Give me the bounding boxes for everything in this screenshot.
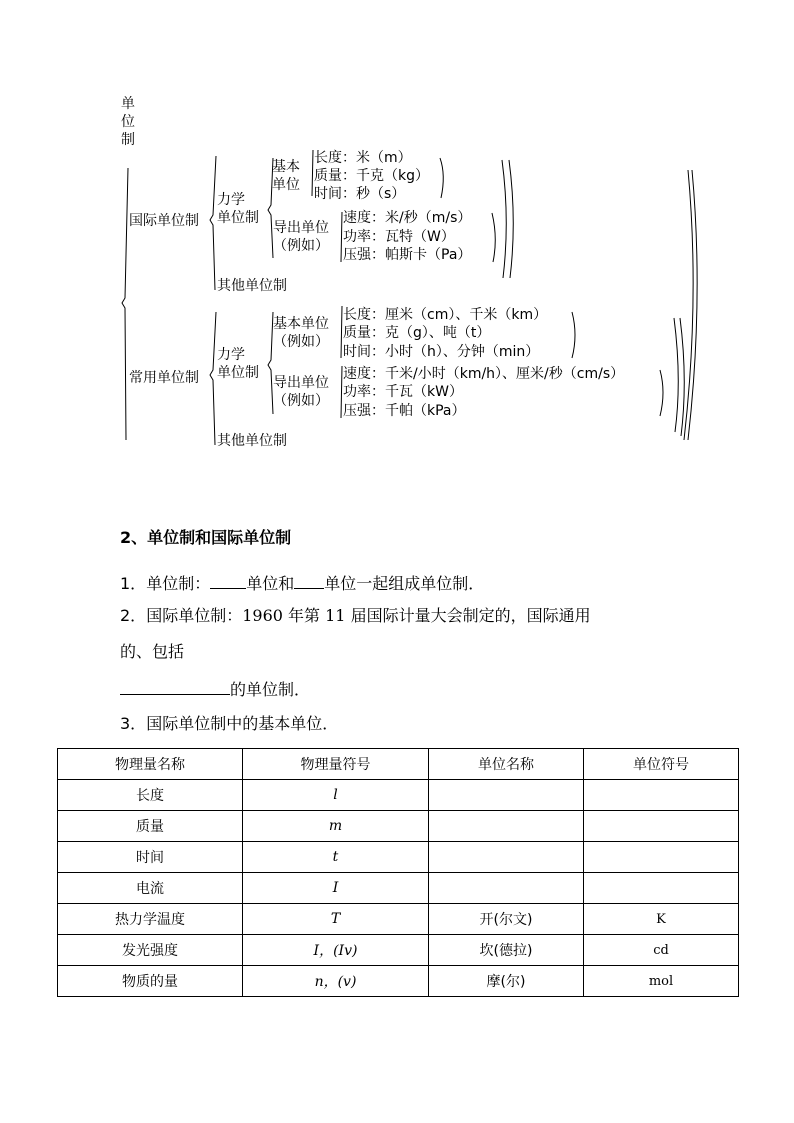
- item-1-text-c: 单位一起组成单位制．: [324, 574, 485, 593]
- section-heading: 2、单位制和国际单位制: [120, 528, 292, 547]
- table-cell-empty[interactable]: [429, 842, 584, 873]
- table-cell-empty[interactable]: [429, 873, 584, 904]
- table-cell-empty[interactable]: [584, 811, 739, 842]
- item-2-paragraph: [120, 605, 591, 627]
- table-row: [58, 780, 739, 811]
- intl-derived-label: 导出单位: [273, 220, 329, 236]
- item-2-text-e: 的单位制．: [230, 680, 311, 699]
- root-char: 制: [121, 132, 135, 148]
- table-cell-empty[interactable]: [429, 811, 584, 842]
- base-units-table: [57, 748, 739, 997]
- intl-basic-label-2: 单位: [272, 177, 300, 193]
- common-basic-item: 时间：小时（h）、分钟（min）: [343, 344, 540, 360]
- intl-basic-label: 基本: [272, 159, 300, 175]
- common-derived-item: 功率：千瓦（kW）: [343, 384, 463, 400]
- table-cell: I，(Iv): [243, 935, 429, 966]
- common-derived-label: 导出单位: [273, 375, 329, 391]
- common-derived-item: 速度：千米/小时（km/h）、厘米/秒（cm/s）: [343, 366, 625, 382]
- table-cell: K: [584, 904, 739, 935]
- table-cell-empty[interactable]: [584, 842, 739, 873]
- table-cell: 物质的量: [58, 966, 243, 997]
- table-header-row: [58, 749, 739, 780]
- common-mech-label-2: 单位制: [217, 365, 259, 381]
- common-other-label: 其他单位制: [217, 433, 287, 449]
- intl-other-label: 其他单位制: [217, 278, 287, 294]
- intl-derived-item: 功率：瓦特（W）: [343, 229, 455, 245]
- table-cell: T: [243, 904, 429, 935]
- item-1-paragraph: [120, 572, 484, 595]
- root-char: 单: [121, 96, 135, 112]
- table-cell: cd: [584, 935, 739, 966]
- table-cell: mol: [584, 966, 739, 997]
- table-row: [58, 966, 739, 997]
- header-cell: 单位符号: [584, 749, 739, 780]
- table-row: [58, 935, 739, 966]
- table-cell: 电流: [58, 873, 243, 904]
- common-basic-label-2: （例如）: [273, 334, 329, 350]
- table-cell: n，(v): [243, 966, 429, 997]
- table-cell: 长度: [58, 780, 243, 811]
- fill-blank[interactable]: [120, 678, 230, 695]
- item-2-text-b: 年第: [288, 606, 321, 625]
- intl-mech-label: 力学: [217, 192, 245, 208]
- item-1-text-b: 单位和: [246, 574, 295, 593]
- root-char: 位: [121, 114, 135, 130]
- intl-mech-label-2: 单位制: [217, 210, 259, 226]
- item-number: 2．: [120, 606, 147, 625]
- table-cell: 质量: [58, 811, 243, 842]
- root-label-vertical: [121, 95, 137, 149]
- intl-system-label: 国际单位制: [129, 213, 199, 229]
- table-cell: l: [243, 780, 429, 811]
- header-cell: 单位名称: [429, 749, 584, 780]
- table-cell: 开(尔文): [429, 904, 584, 935]
- table-cell: 摩(尔): [429, 966, 584, 997]
- intl-basic-item: 质量：千克（kg）: [314, 168, 429, 184]
- item-number: 1．: [120, 574, 147, 593]
- table-row: [58, 811, 739, 842]
- item-2-continued: [120, 641, 184, 663]
- item-1-text: 单位制：: [146, 574, 211, 593]
- table-cell-empty[interactable]: [429, 780, 584, 811]
- table-cell-empty[interactable]: [584, 873, 739, 904]
- common-system-label: 常用单位制: [129, 370, 199, 386]
- common-basic-label: 基本单位: [273, 316, 329, 332]
- item-2-year: 1960: [242, 606, 283, 625]
- intl-derived-item: 速度：米/秒（m/s）: [343, 210, 472, 226]
- item-2-text: 国际单位制：: [146, 606, 243, 625]
- item-3-paragraph: [120, 713, 338, 735]
- table-cell: 热力学温度: [58, 904, 243, 935]
- table-row: [58, 873, 739, 904]
- header-cell: 物理量符号: [243, 749, 429, 780]
- common-derived-item: 压强：千帕（kPa）: [343, 403, 466, 419]
- table-row: [58, 842, 739, 873]
- table-cell: 发光强度: [58, 935, 243, 966]
- table-cell: I: [243, 873, 429, 904]
- fill-blank[interactable]: [294, 572, 324, 589]
- table-cell: 坎(德拉): [429, 935, 584, 966]
- intl-derived-label-2: （例如）: [273, 238, 329, 254]
- table-cell-empty[interactable]: [584, 780, 739, 811]
- intl-basic-item: 长度：米（m）: [314, 150, 412, 166]
- intl-derived-item: 压强：帕斯卡（Pa）: [343, 247, 472, 263]
- header-cell: 物理量名称: [58, 749, 243, 780]
- common-basic-item: 长度：厘米（cm）、千米（km）: [343, 307, 548, 323]
- item-2-text-c: 届国际计量大会制定的，国际通用: [350, 606, 591, 625]
- table-cell: t: [243, 842, 429, 873]
- item-2-blank-line: [120, 678, 310, 701]
- table-cell: m: [243, 811, 429, 842]
- item-2-text-d: 的、包括: [120, 642, 185, 661]
- common-basic-item: 质量：克（g）、吨（t）: [343, 325, 491, 341]
- item-2-number: 11: [325, 606, 346, 625]
- table-cell: 时间: [58, 842, 243, 873]
- fill-blank[interactable]: [210, 572, 246, 589]
- intl-basic-item: 时间：秒（s）: [314, 186, 406, 202]
- common-mech-label: 力学: [217, 347, 245, 363]
- table-row: [58, 904, 739, 935]
- item-number: 3．: [120, 714, 147, 733]
- common-derived-label-2: （例如）: [273, 393, 329, 409]
- item-3-text: 国际单位制中的基本单位．: [146, 714, 339, 733]
